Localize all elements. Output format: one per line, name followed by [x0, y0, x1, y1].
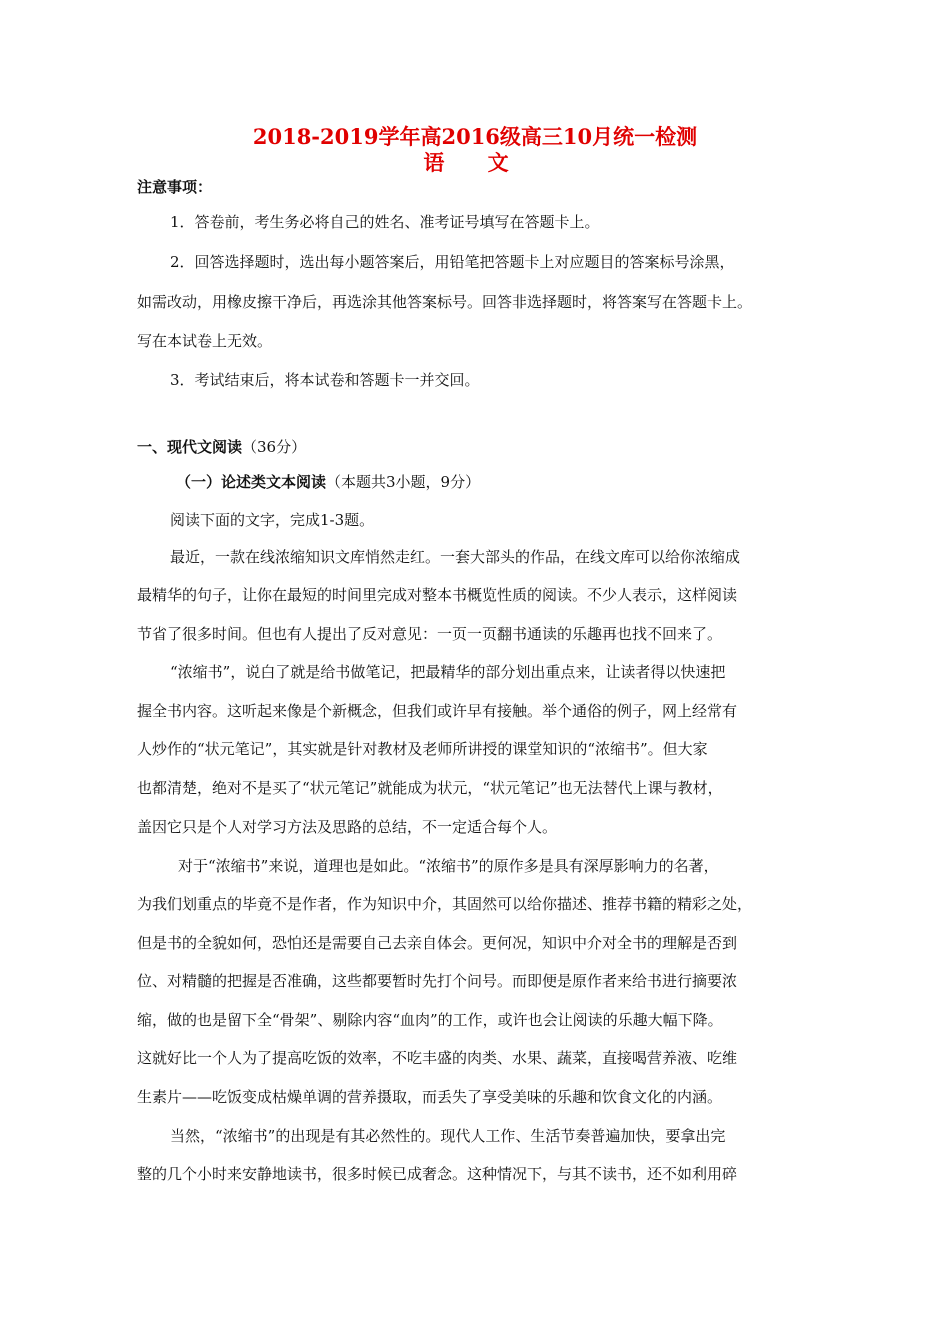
subsection-heading-note: （本题共3小题，9分） [326, 473, 481, 491]
subsection-heading-title: （一）论述类文本阅读 [176, 473, 327, 491]
passage-line: 位、对精髓的把握是否准确，这些都要暂时先打个问号。而即便是原作者来给书进行摘要浓 [137, 972, 738, 990]
notice-line: 写在本试卷上无效。 [137, 332, 273, 350]
notice-line: 1．答卷前，考生务必将自己的姓名、准考证号填写在答题卡上。 [170, 213, 600, 231]
notice-heading: 注意事项： [137, 178, 213, 196]
passage-line: 为我们划重点的毕竟不是作者，作为知识中介，其固然可以给你描述、推荐书籍的精彩之处， [137, 895, 753, 913]
section-heading-score: （36分） [242, 438, 307, 456]
section-heading-title: 一、现代文阅读 [137, 438, 243, 456]
subsection-heading [176, 470, 480, 494]
notice-line: 如需改动，用橡皮擦干净后，再选涂其他答案标号。回答非选择题时，将答案写在答题卡上。 [137, 293, 753, 311]
passage-line: 节省了很多时间。但也有人提出了反对意见：一页一页翻书通读的乐趣再也找不回来了。 [137, 625, 723, 643]
passage-line: 整的几个小时来安静地读书，很多时候已成奢念。这种情况下，与其不读书，还不如利用碎 [137, 1165, 738, 1183]
notice-line: 2．回答选择题时，选出每小题答案后，用铅笔把答题卡上对应题目的答案标号涂黑， [170, 253, 735, 271]
section-heading [137, 435, 306, 459]
passage-line: 当然，“浓缩书”的出现是有其必然性的。现代人工作、生活节奏普遍加快，要拿出完 [170, 1127, 726, 1145]
passage-line: 但是书的全貌如何，恐怕还是需要自己去亲自体会。更何况，知识中介对全书的理解是否到 [137, 934, 738, 952]
passage-line: 盖因它只是个人对学习方法及思路的总结，不一定适合每个人。 [137, 818, 558, 836]
passage-line: 缩，做的也是留下全“骨架”、剔除内容“血肉”的工作，或许也会让阅读的乐趣大幅下降。 [137, 1011, 723, 1029]
passage-line: 最近，一款在线浓缩知识文库悄然走红。一套大部头的作品，在线文库可以给你浓缩成 [170, 548, 741, 566]
passage-line: 也都清楚，绝对不是买了“状元笔记”就能成为状元，“状元笔记”也无法替代上课与教材， [137, 779, 723, 797]
passage-line: 人炒作的“状元笔记”，其实就是针对教材及老师所讲授的课堂知识的“浓缩书”。但大家 [137, 740, 708, 758]
passage-line: 握全书内容。这听起来像是个新概念，但我们或许早有接触。举个通俗的例子，网上经常有 [137, 702, 738, 720]
passage-line: 最精华的句子，让你在最短的时间里完成对整本书概览性质的阅读。不少人表示，这样阅读 [137, 586, 738, 604]
notice-line: 3．考试结束后，将本试卷和答题卡一并交回。 [170, 371, 480, 389]
passage-line: 对于“浓缩书”来说，道理也是如此。“浓缩书”的原作多是具有深厚影响力的名著， [178, 857, 719, 875]
passage-line: 这就好比一个人为了提高吃饭的效率，不吃丰盛的肉类、水果、蔬菜，直接喝营养液、吃维 [137, 1049, 738, 1067]
subject-title: 语 文 [423, 150, 527, 175]
reading-instruction: 阅读下面的文字，完成1-3题。 [170, 511, 375, 529]
exam-title: 2018-2019学年高2016级高三10月统一检测 [252, 124, 698, 149]
passage-line: “浓缩书”，说白了就是给书做笔记，把最精华的部分划出重点来，让读者得以快速把 [170, 663, 726, 681]
passage-line: 生素片——吃饭变成枯燥单调的营养摄取，而丢失了享受美味的乐趣和饮食文化的内涵。 [137, 1088, 723, 1106]
